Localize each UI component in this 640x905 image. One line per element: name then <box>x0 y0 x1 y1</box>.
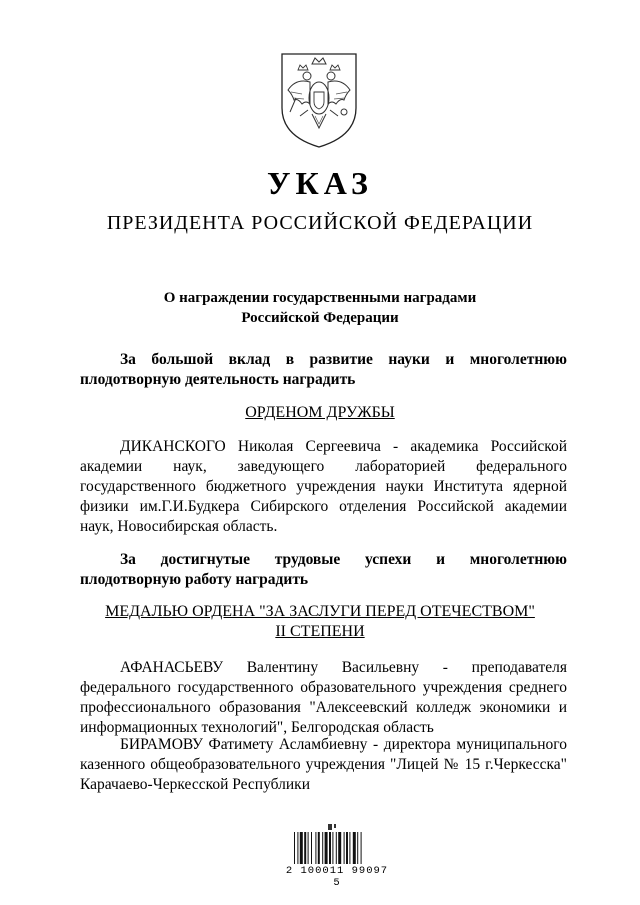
issuer-heading: ПРЕЗИДЕНТА РОССИЙСКОЙ ФЕДЕРАЦИИ <box>106 212 534 234</box>
decree-subject <box>80 288 560 328</box>
section2-recipient-2: БИРАМОВУ Фатимету Асламбиевну - директора муниципального казенного общеобразовательного учреждения "Лицей № 15 г.Черкесска" Карачаево-Черкесской Республики <box>80 736 567 793</box>
barcode-number: 2 100011 99097 5 <box>285 865 389 889</box>
section1-intro: За большой вклад в развитие науки и многолетнюю плодотворную деятельность наградить <box>80 351 567 388</box>
award-medal-line-2: II СТЕПЕНИ <box>275 623 365 640</box>
section2-recipient-1: АФАНАСЬЕВУ Валентину Васильевну - преподавателя федерального государственного образовательного учреждения среднего профессионального образования "Алексеевский колледж экономики и информационных технологий", Белгородская область <box>80 659 567 736</box>
document-type-heading: УКАЗ <box>267 165 373 201</box>
subject-line-1: О награждении государственными наградами <box>163 290 477 306</box>
coat-of-arms-russia-icon <box>274 50 364 150</box>
award-medal-line-1: МЕДАЛЬЮ ОРДЕНА "ЗА ЗАСЛУГИ ПЕРЕД ОТЕЧЕСТВОМ" <box>105 603 535 620</box>
award-order-of-friendship: ОРДЕНОМ ДРУЖБЫ <box>245 404 395 421</box>
section2-intro: За достигнутые трудовые успехи и многолетнюю плодотворную работу наградить <box>80 551 567 588</box>
section1-recipient: ДИКАНСКОГО Николая Сергеевича - академика Российской академии наук, заведующего лабораторией федерального государственного бюджетного учреждения науки Института ядерной физики им.Г.И.Будкера Сибирского отделения Российской академии наук, Новосибирская область. <box>80 438 567 535</box>
section2-award <box>0 602 640 642</box>
section1-award <box>0 403 640 423</box>
subject-line-2: Российской Федерации <box>241 310 399 326</box>
